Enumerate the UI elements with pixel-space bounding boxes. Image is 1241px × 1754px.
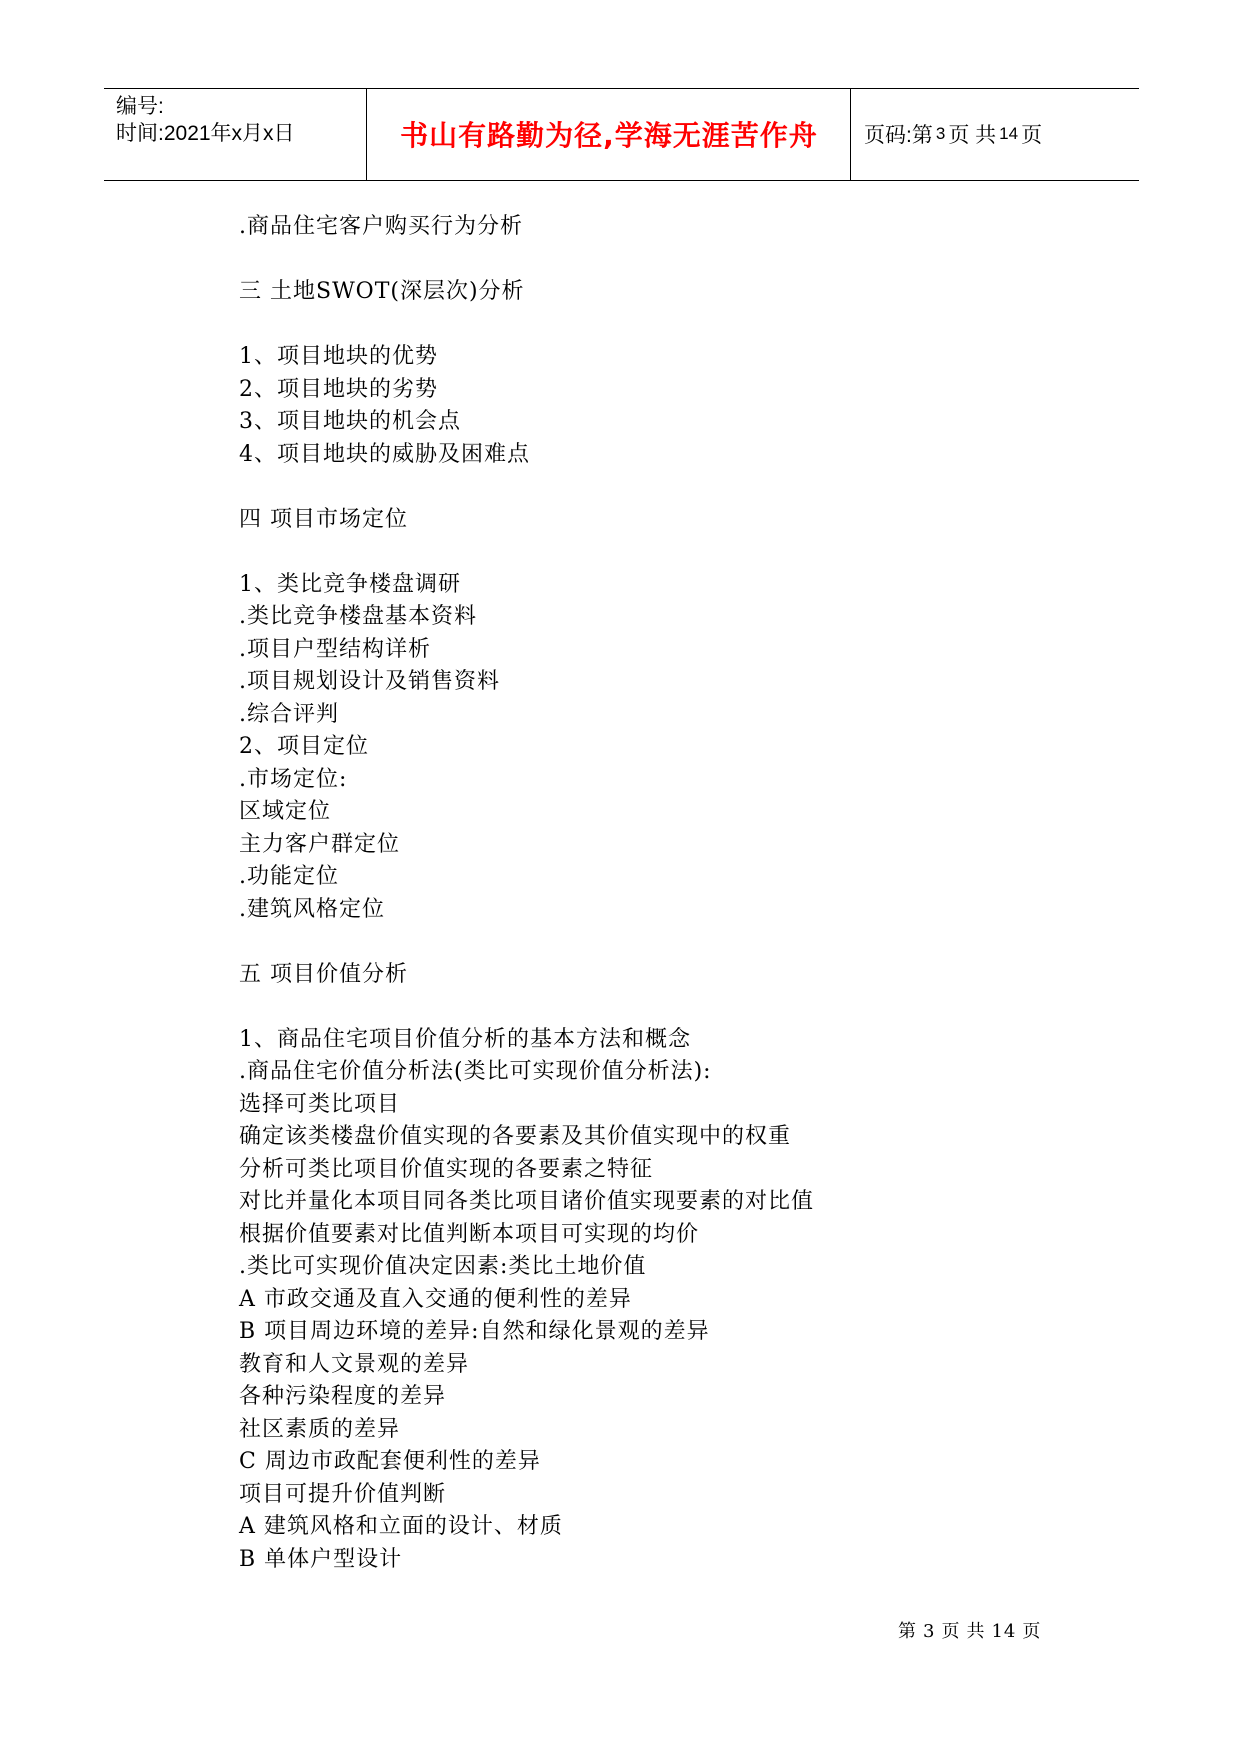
text-line: A 市政交通及直入交通的便利性的差异 [239,1286,632,1312]
text-line: .综合评判 [239,701,339,727]
text-line: 选择可类比项目 [239,1091,401,1117]
footer-page-total: 14 [991,1621,1017,1642]
header-divider [366,89,367,180]
text-line: 3、项目地块的机会点 [239,409,461,434]
text-line: 四 项目市场定位 [239,506,408,532]
page-suffix: 页 [1021,124,1043,147]
header-motto: 书山有路勤为径,学海无涯苦作舟 [400,119,818,152]
blank-line [239,991,1139,1024]
text-line: 项目可提升价值判断 [239,1481,447,1507]
text-line: 区域定位 [239,799,332,824]
footer-word: 页 [1022,1621,1042,1642]
text-line: 主力客户群定位 [239,831,401,857]
document-body [239,211,1139,1576]
header-page-indicator [864,89,1042,179]
text-line: 1、类比竞争楼盘调研 [239,571,461,597]
text-line: 确定该类楼盘价值实现的各要素及其价值实现中的权重 [239,1124,792,1149]
text-line: .项目户型结构详析 [239,636,431,662]
text-line: .商品住宅价值分析法(类比可实现价值分析法): [239,1059,712,1084]
text-line: 2、项目地块的劣势 [239,376,438,402]
text-line: .功能定位 [239,864,339,889]
page-current: 3 [935,124,946,143]
page-total: 14 [999,124,1019,143]
text-line: 社区素质的差异 [239,1416,401,1442]
page-mid: 页 共 [948,124,997,147]
text-line: .建筑风格定位 [239,896,385,922]
header-divider [850,89,851,180]
text-line: 2、项目定位 [239,734,369,759]
text-line: 分析可类比项目价值实现的各要素之特征 [239,1156,654,1182]
footer-word: 共 [966,1621,986,1642]
footer-page-current: 3 [923,1621,936,1642]
page-prefix: 页码:第 [864,124,933,147]
text-line: C 周边市政配套便利性的差异 [239,1449,541,1474]
blank-line [239,471,1139,504]
text-line: 根据价值要素对比值判断本项目可实现的均价 [239,1221,700,1247]
blank-line [239,244,1139,277]
text-line: 教育和人文景观的差异 [239,1351,470,1377]
text-line: 三 土地SWOT(深层次)分析 [239,279,525,304]
text-line: 对比并量化本项目同各类比项目诸价值实现要素的对比值 [239,1189,815,1214]
text-line: A 建筑风格和立面的设计、材质 [239,1514,563,1539]
blank-line [239,926,1139,959]
page-footer [898,1617,1047,1643]
text-line: 五 项目价值分析 [239,961,408,987]
document-date: 时间:2021年x月x日 [116,122,295,145]
blank-line [239,536,1139,569]
document-number-label: 编号: [116,95,164,118]
text-line: B 单体户型设计 [239,1546,403,1572]
page-header [104,88,1139,181]
footer-word: 第 [898,1621,917,1642]
text-line: .商品住宅客户购买行为分析 [239,214,523,239]
text-line: .市场定位: [239,766,348,792]
text-line: 1、项目地块的优势 [239,344,438,369]
text-line: .类比可实现价值决定因素:类比土地价值 [239,1254,647,1279]
text-line: B 项目周边环境的差异:自然和绿化景观的差异 [239,1319,710,1344]
footer-word: 页 [941,1621,961,1642]
text-line: 各种污染程度的差异 [239,1384,447,1409]
text-line: .类比竞争楼盘基本资料 [239,604,477,629]
text-line: 4、项目地块的威胁及困难点 [239,441,530,467]
header-info [116,93,295,147]
text-line: .项目规划设计及销售资料 [239,669,500,694]
text-line: 1、商品住宅项目价值分析的基本方法和概念 [239,1026,691,1052]
blank-line [239,309,1139,342]
